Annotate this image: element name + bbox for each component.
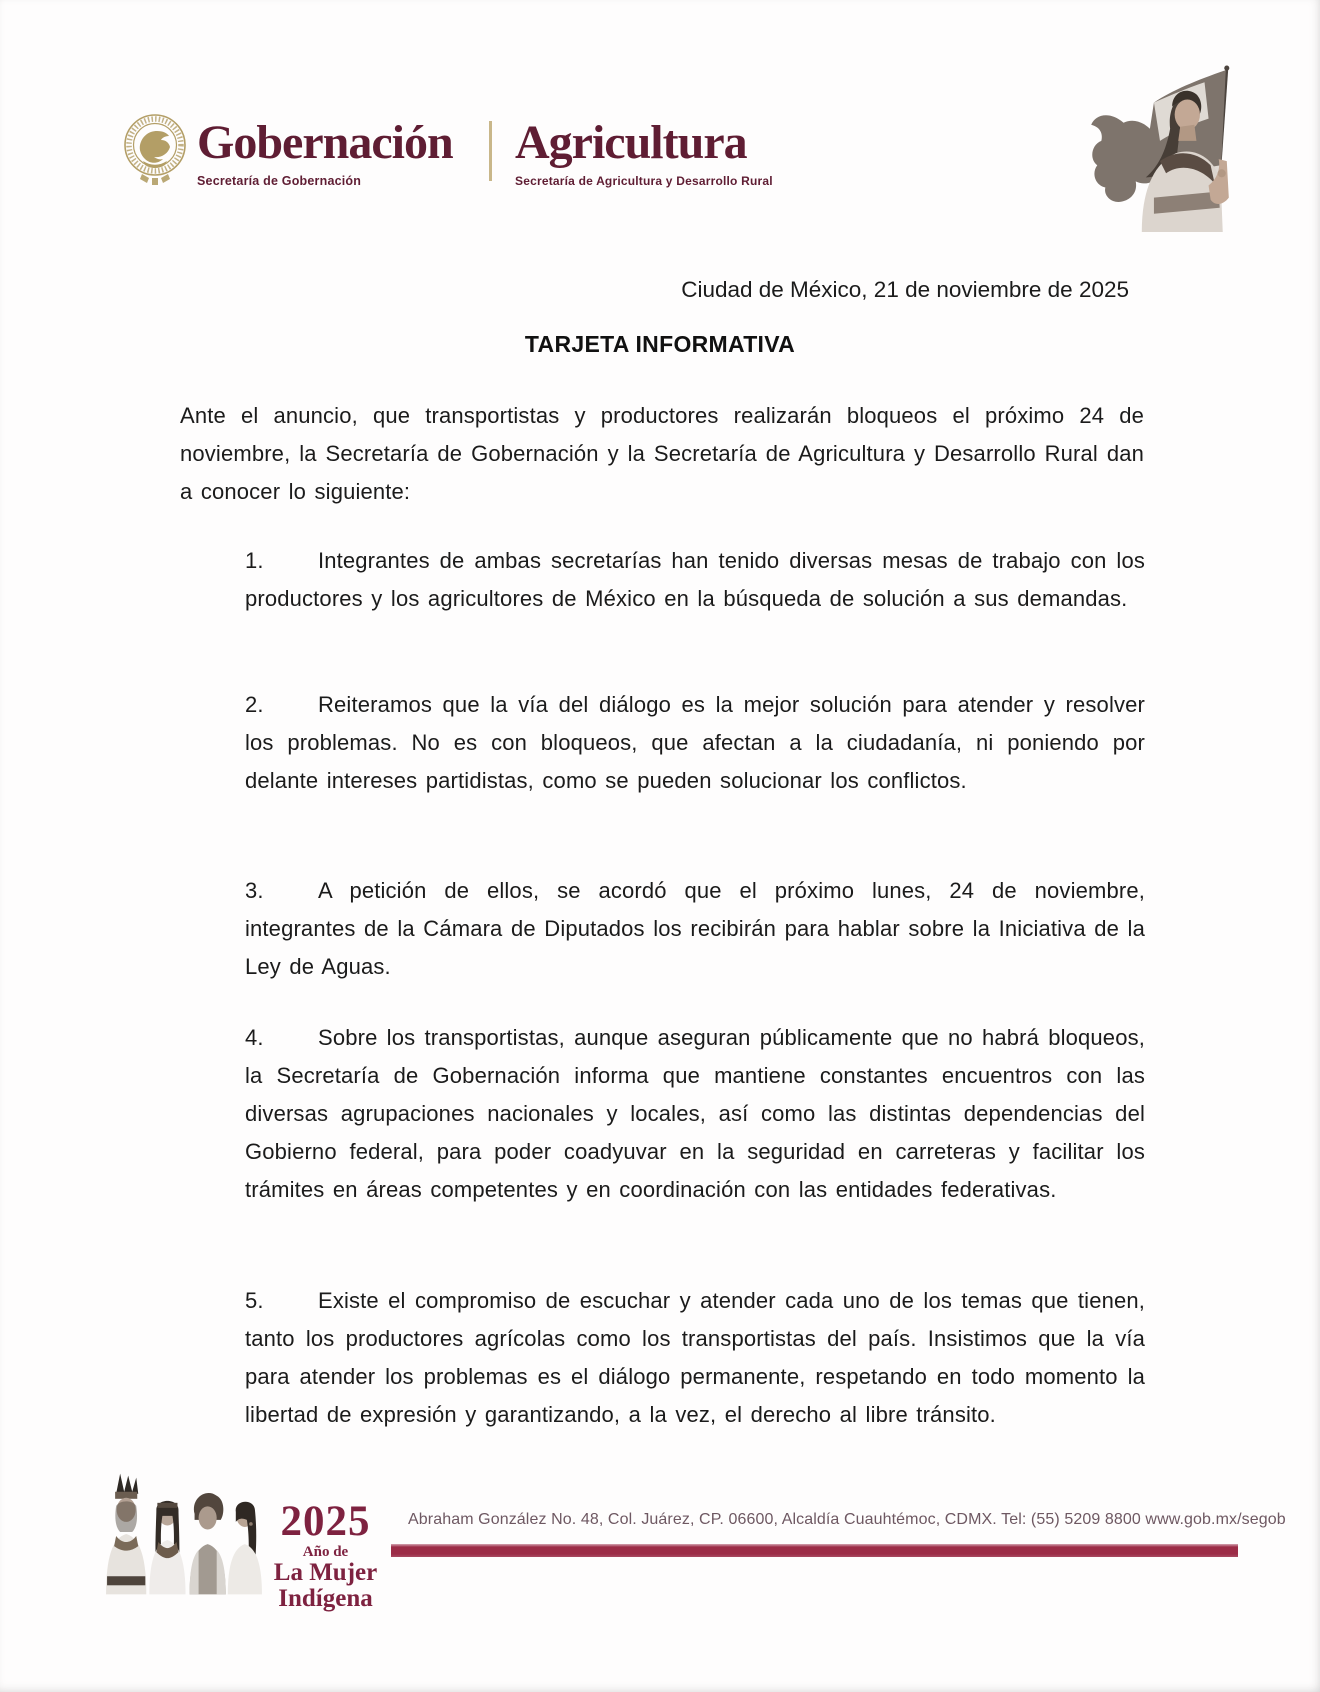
dateline: Ciudad de México, 21 de noviembre de 2025 xyxy=(681,277,1129,302)
year-label: 2025 xyxy=(280,1498,371,1545)
campaign-line-2: Indígena xyxy=(278,1585,373,1613)
year-caption: Año de xyxy=(302,1543,349,1560)
item-text: Existe el compromiso de escuchar y atender cada uno de los temas que tienen, tanto los productores agrícolas como los transportistas del país. Insistimos que la vía para atender los problemas es el diálogo permanente, respetando en todo momento la libertad de expresión y garantizando, a la vez, el derecho al libre tránsito. xyxy=(245,1288,1145,1427)
numbered-item-2 xyxy=(245,686,1145,800)
indigenous-women-illustration xyxy=(94,1470,270,1596)
gobernacion-wordmark: Gobernación xyxy=(197,116,453,169)
item-text: Integrantes de ambas secretarías han tenido diversas mesas de trabajo con los productores y los agricultores de México en la búsqueda de solución a sus demandas. xyxy=(245,548,1145,611)
numbered-item-3 xyxy=(245,872,1145,986)
mexico-coat-of-arms-seal-icon xyxy=(123,111,187,195)
woman-with-flag-illustration xyxy=(1078,62,1242,232)
numbered-item-5 xyxy=(245,1282,1145,1434)
item-text: Reiteramos que la vía del diálogo es la mejor solución para atender y resolver los problemas. No es con bloqueos, que afectan a la ciudadanía, ni poniendo por delante intereses partidistas, como se pueden solucionar los conflictos. xyxy=(245,692,1145,793)
numbered-item-4 xyxy=(245,1019,1145,1209)
campaign-line-1: La Mujer xyxy=(273,1559,378,1587)
item-text: A petición de ellos, se acordó que el próximo lunes, 24 de noviembre, integrantes de la Cámara de Diputados los recibirán para hablar sobre la Iniciativa de la Ley de Aguas. xyxy=(245,878,1145,979)
document-title: TARJETA INFORMATIVA xyxy=(524,331,796,357)
year-campaign-logo xyxy=(263,1498,388,1613)
agricultura-subtitle: Secretaría de Agricultura y Desarrollo Rural xyxy=(515,174,773,188)
item-number: 2. xyxy=(245,692,264,717)
footer-accent-bar xyxy=(391,1544,1238,1557)
item-number: 3. xyxy=(245,878,264,903)
gobernacion-logo xyxy=(197,116,453,188)
agricultura-wordmark: Agricultura xyxy=(515,116,747,169)
footer-address: Abraham González No. 48, Col. Juárez, CP. 06600, Alcaldía Cuauhtémoc, CDMX. Tel: (55) 5209 8800 www.gob.mx/segob xyxy=(408,1511,1286,1528)
agricultura-logo xyxy=(515,116,773,188)
logo-divider xyxy=(489,121,492,181)
item-number: 4. xyxy=(245,1025,264,1050)
numbered-item-1 xyxy=(245,542,1145,618)
item-number: 1. xyxy=(245,548,264,573)
item-number: 5. xyxy=(245,1288,264,1313)
item-text: Sobre los transportistas, aunque aseguran públicamente que no habrá bloqueos, la Secretaría de Gobernación informa que mantiene constantes encuentros con las diversas agrupaciones nacionales y locales, así como las distintas dependencias del Gobierno federal, para poder coadyuvar en la seguridad en carreteras y facilitar los trámites en áreas competentes y en coordinación con las entidades federativas. xyxy=(245,1025,1145,1202)
intro-paragraph: Ante el anuncio, que transportistas y productores realizarán bloqueos el próximo 24 de noviembre, la Secretaría de Gobernación y la Secretaría de Agricultura y Desarrollo Rural dan a conocer lo siguiente: xyxy=(180,403,1144,504)
gobernacion-subtitle: Secretaría de Gobernación xyxy=(197,174,362,188)
